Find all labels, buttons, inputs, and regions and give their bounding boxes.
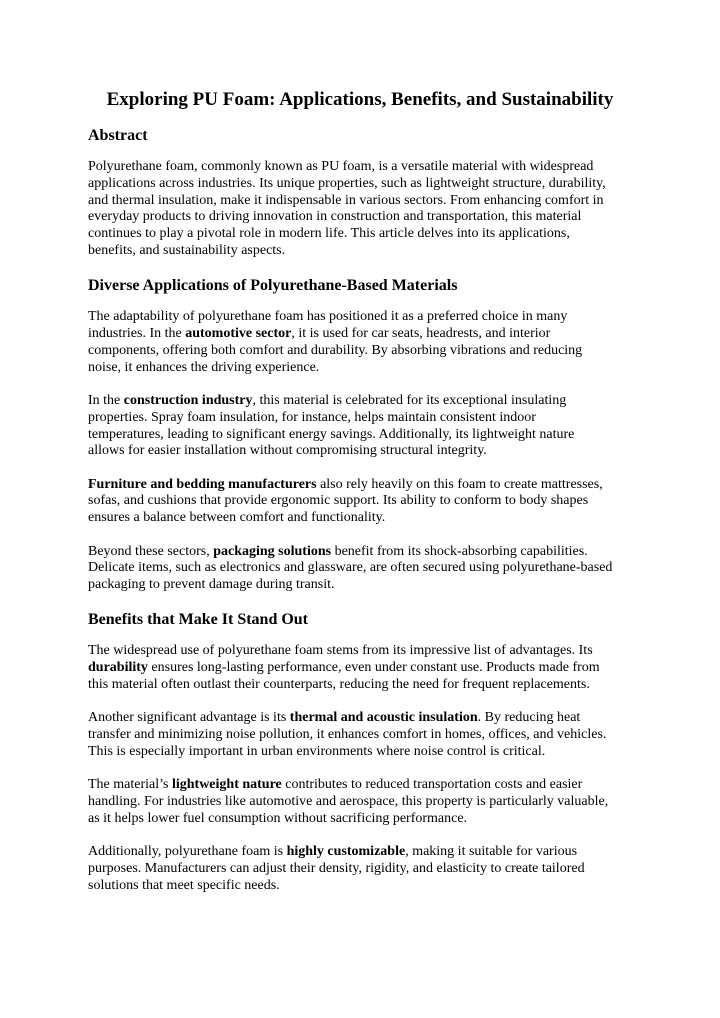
bold-term: durability [88,660,148,676]
text-line: Another significant advantage is its thermal and acoustic insulation. By reducing heat [88,710,581,726]
bold-term: thermal and acoustic insulation [289,710,478,726]
text-line: temperatures, leading to significant energy savings. Additionally, its lightweight nature [88,426,575,442]
abstract-heading: Abstract [88,127,148,144]
text-line: industries. In the automotive sector, it is used for car seats, headrests, and interior [88,326,551,342]
text-line: durability ensures long-lasting performance, even under constant use. Products made from [88,660,600,676]
text-line: The widespread use of polyurethane foam stems from its impressive list of advantages. Its [88,643,593,659]
text-line: Polyurethane foam, commonly known as PU foam, is a versatile material with widespread [88,159,594,174]
text-line: Additionally, polyurethane foam is highly customizable, making it suitable for various [88,844,578,860]
text-line: noise, it enhances the driving experience. [88,359,320,375]
text-line: everyday products to driving innovation in construction and transportation, this material [88,209,582,225]
text-line: continues to play a pivotal role in modern life. This article delves into its applications, [88,226,570,242]
insulation-paragraph [88,710,648,760]
text-line: components, offering both comfort and durability. By absorbing vibrations and reducing [88,342,583,358]
packaging-paragraph [88,544,648,594]
text-line: Beyond these sectors, packaging solutions benefit from its shock-absorbing capabilities. [88,543,588,559]
text-line: this material often outlast their counterparts, reducing the need for frequent replacements. [88,677,590,693]
bold-term: Furniture and bedding manufacturers [88,476,317,492]
text-line: benefits, and sustainability aspects. [88,242,286,258]
automotive-paragraph [88,309,648,376]
text-line: In the construction industry, this material is celebrated for its exceptional insulating [88,392,567,408]
text-line: packaging to prevent damage during transit. [88,577,335,593]
durability-paragraph [88,643,648,693]
text-line: properties. Spray foam insulation, for instance, helps maintain consistent indoor [88,409,536,425]
benefits-heading: Benefits that Make It Stand Out [88,611,309,629]
text-line: and thermal insulation, make it indispensable in various sectors. From enhancing comfort in [88,192,604,208]
text-line: ensures a balance between comfort and functionality. [88,510,386,526]
customizable-paragraph [88,844,648,894]
text-line: This is especially important in urban environments where noise control is critical. [88,743,546,759]
text-line: applications across industries. Its unique properties, such as lightweight structure, durability, [88,175,606,191]
document-title: Exploring PU Foam: Applications, Benefits, and Sustainability [106,89,614,110]
text-line: sofas, and cushions that provide ergonomic support. Its ability to conform to body shapes [88,493,589,509]
bold-term: automotive sector [185,326,292,342]
bold-term: highly customizable [286,844,406,860]
furniture-paragraph [88,477,648,527]
bold-term: construction industry [123,392,253,408]
text-line: The adaptability of polyurethane foam has positioned it as a preferred choice in many [88,309,568,325]
bold-term: lightweight nature [171,777,282,793]
text-line: transfer and minimizing noise pollution, it enhances comfort in homes, offices, and vehicles. [88,727,607,743]
text-line: The material’s lightweight nature contributes to reduced transportation costs and easier [88,777,583,793]
applications-heading: Diverse Applications of Polyurethane-Based Materials [88,277,458,295]
bold-term: packaging solutions [213,543,332,559]
document-body [88,126,648,911]
text-line: Furniture and bedding manufacturers also rely heavily on this foam to create mattresses, [88,476,603,492]
text-line: handling. For industries like automotive and aerospace, this property is particularly valuable, [88,794,609,810]
text-line: Delicate items, such as electronics and glassware, are often secured using polyurethane-based [88,560,613,576]
lightweight-paragraph [88,777,648,827]
text-line: as it helps lower fuel consumption without sacrificing performance. [88,810,468,826]
abstract-paragraph [88,159,648,260]
construction-paragraph [88,393,648,460]
text-line: purposes. Manufacturers can adjust their density, rigidity, and elasticity to create tailored [88,860,585,876]
text-line: solutions that meet specific needs. [88,877,280,893]
text-line: allows for easier installation without compromising structural integrity. [88,443,487,459]
